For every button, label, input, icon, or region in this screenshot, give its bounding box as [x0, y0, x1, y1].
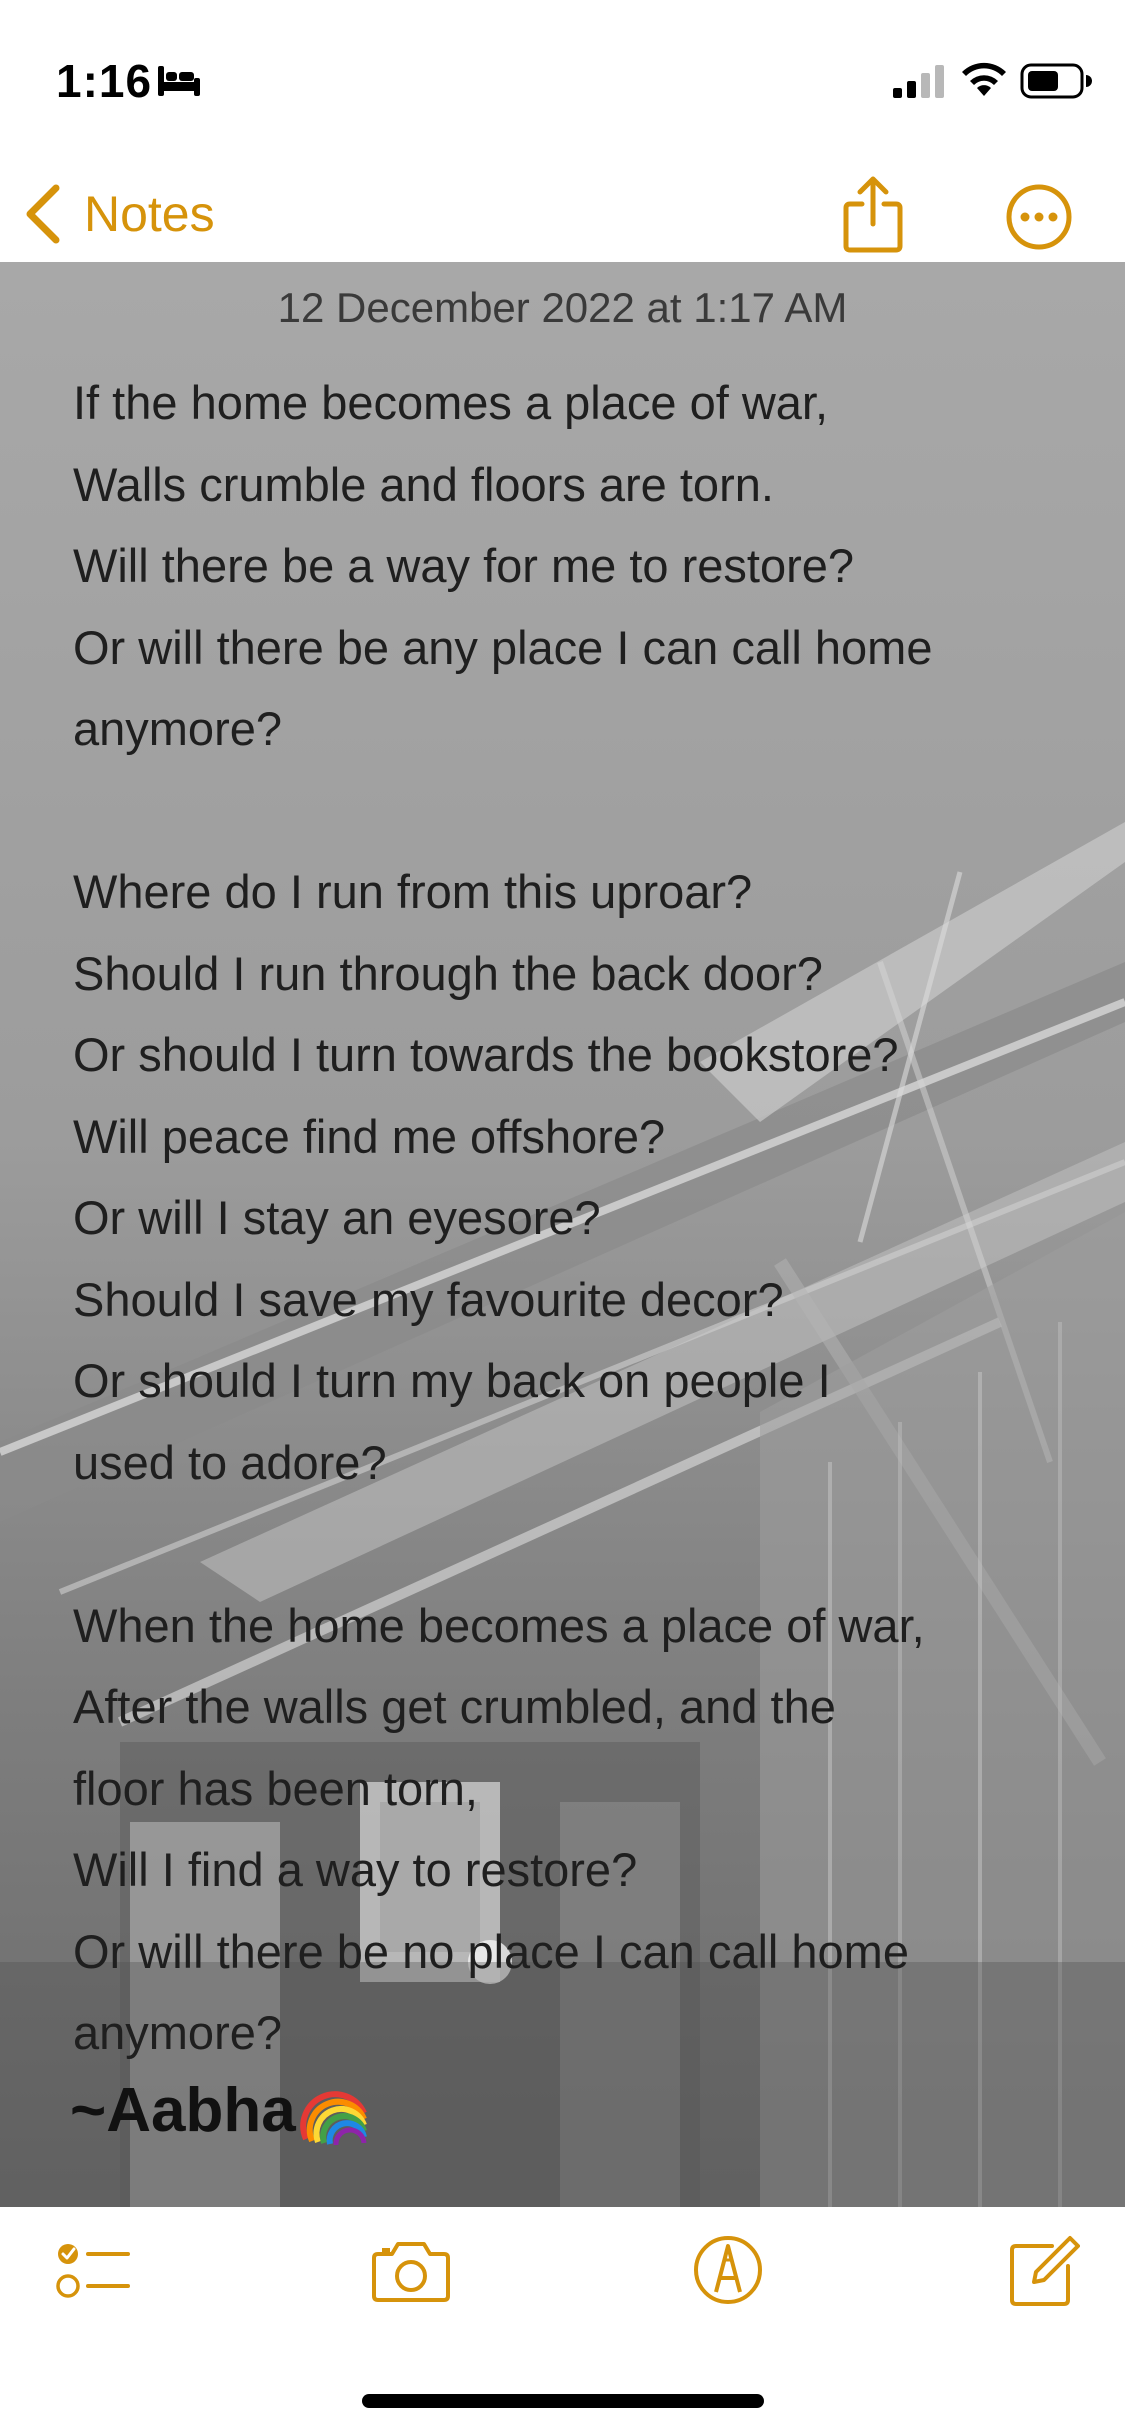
markup-pen-icon[interactable] [690, 2230, 766, 2310]
note-line: Or will I stay an eyesore? [73, 1191, 601, 1244]
back-to-notes-button[interactable] [24, 184, 215, 244]
checklist-icon[interactable] [56, 2230, 132, 2310]
blank-line [73, 1503, 1093, 1585]
back-button-label: Notes [84, 186, 215, 242]
bed-icon [156, 64, 202, 98]
ellipsis-circle-icon[interactable] [1006, 184, 1072, 250]
note-line: After the walls get crumbled, and the [73, 1680, 836, 1733]
note-signature [70, 2070, 372, 2150]
rainbow-icon [298, 2073, 372, 2147]
note-line: If the home becomes a place of war, [73, 376, 829, 429]
note-body [73, 362, 1093, 2074]
status-time: 1:16 [56, 55, 153, 107]
blank-line [73, 770, 1093, 852]
camera-icon[interactable] [370, 2230, 452, 2310]
note-line: Should I save my favourite decor? [73, 1272, 784, 1326]
chevron-left-icon [24, 184, 60, 244]
note-line: anymore? [73, 702, 282, 755]
battery-icon [1020, 62, 1092, 100]
note-line: Or will there be any place I can call home [73, 620, 933, 674]
note-line: Or will there be no place I can call home [73, 1924, 909, 1978]
note-line: When the home becomes a place of war, [73, 1598, 925, 1652]
note-line: Will I find a way to restore? [73, 1843, 638, 1896]
signature-text: ~Aabha [70, 2075, 296, 2145]
note-date: 12 December 2022 at 1:17 AM [277, 284, 848, 331]
note-line: anymore? [73, 2006, 282, 2059]
note-line: floor has been torn, [73, 1761, 478, 1815]
status-bar [0, 0, 1125, 150]
wifi-icon [960, 58, 1008, 98]
cellular-signal-icon [893, 64, 945, 98]
note-line: Will peace find me offshore? [73, 1109, 666, 1163]
note-line: Or should I turn my back on people I [73, 1354, 831, 1407]
note-line: used to adore? [73, 1435, 387, 1489]
note-line: Walls crumble and floors are torn. [73, 457, 774, 511]
navigation-bar [0, 160, 1125, 260]
note-line: Will there be a way for me to restore? [73, 539, 855, 592]
compose-icon[interactable] [1004, 2230, 1080, 2310]
note-content[interactable] [0, 262, 1125, 2207]
home-indicator[interactable] [362, 2394, 764, 2408]
share-icon[interactable] [840, 174, 906, 254]
note-line: Where do I run from this uproar? [73, 865, 753, 918]
note-line: Should I run through the back door? [73, 946, 823, 1000]
note-line: Or should I turn towards the bookstore? [73, 1028, 899, 1081]
